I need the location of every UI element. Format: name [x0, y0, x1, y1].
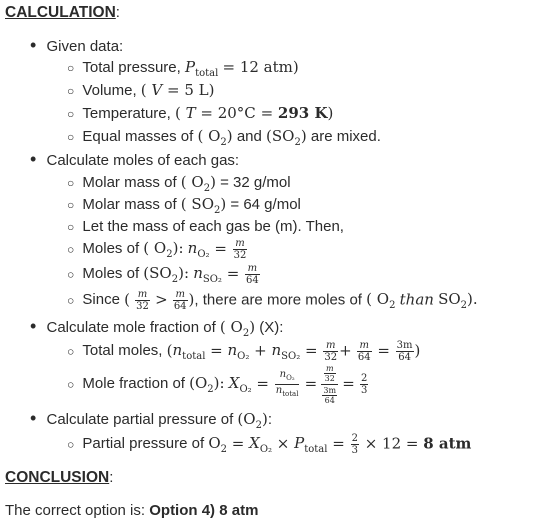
mixed-text: are mixed.: [310, 128, 381, 145]
equals-sign: =: [342, 374, 355, 393]
paren-close: ): [414, 341, 421, 360]
n-total-symbol: $n_{total}$: [172, 341, 206, 363]
equals-sign: =: [372, 341, 395, 360]
moles-so2-label: Moles of: [82, 265, 140, 283]
paren-open: (: [174, 104, 186, 122]
equal-masses-item: [67, 127, 381, 148]
given-data-item: [30, 36, 123, 55]
molar-mass-so2-label: Molar mass of: [82, 196, 177, 213]
o2-formula: $O_2$: [208, 434, 228, 456]
volume-symbol: V: [151, 81, 163, 99]
equals-sign: =: [300, 341, 323, 360]
equals-sign: =: [205, 341, 228, 360]
heading-colon: :: [267, 411, 272, 428]
since-label: Since: [82, 291, 120, 309]
x-o2-symbol: $X_{O_2}$: [228, 374, 252, 396]
o2-formula: ( $O_2$): [180, 173, 216, 194]
mass-sentence: Let the mass of each gas be (m). Then,: [82, 218, 344, 235]
equals-sign: =: [221, 264, 245, 283]
equals-sign: =: [195, 104, 218, 122]
since-item: [67, 289, 478, 312]
molar-mass-o2-label: Molar mass of: [82, 174, 177, 191]
temperature-symbol: T: [185, 104, 196, 122]
o2-formula: $(O_2)$:: [189, 374, 225, 396]
n-o2-symbol: $n_{O_2}$: [187, 239, 210, 261]
times-sign: ×: [359, 434, 383, 453]
circle-bullet-icon: ○: [67, 344, 75, 359]
partial-pressure-result: 8 atm: [423, 434, 472, 453]
moles-item: [30, 150, 239, 169]
bullet-icon: •: [30, 149, 37, 169]
o2-formula: ( $O_2$): [197, 127, 233, 148]
circle-bullet-icon: ○: [67, 84, 75, 98]
plus-sign: +: [339, 341, 352, 360]
mole-fraction-heading: Calculate mole fraction of: [46, 319, 216, 336]
m-over-64-fraction: $\frac{m}{64}$: [357, 340, 371, 363]
equals-sign: =: [401, 434, 424, 453]
paren-close: ): [208, 81, 215, 99]
equals-sign: =: [251, 374, 274, 393]
total-moles-label: Total moles,: [82, 342, 163, 360]
m-over-32-fraction: $\frac{m}{32}$: [324, 340, 338, 363]
so2-formula: $(SO_2)$:: [143, 264, 190, 286]
n-o2-over-n-total-fraction: $\frac{n_{O_2}}{n_{total}}$: [275, 369, 299, 398]
greater-than-sign: >: [155, 290, 168, 309]
given-data-heading: Given data:: [46, 38, 124, 55]
and-text: and: [236, 128, 262, 145]
circle-bullet-icon: ○: [67, 107, 75, 121]
circle-bullet-icon: ○: [67, 242, 75, 257]
o2-formula: $(O_2)$: [237, 410, 268, 431]
n-so2-symbol: $n_{SO_2}$: [193, 264, 222, 286]
partial-pressure-heading: Calculate partial pressure of: [46, 411, 234, 428]
molar-mass-o2-item: [67, 173, 291, 194]
x-o2-symbol: $X_{O_2}$: [249, 434, 273, 456]
calculation-heading: CALCULATION: [5, 4, 116, 21]
bullet-icon: •: [30, 408, 37, 428]
moles-heading: Calculate moles of each gas:: [46, 152, 240, 169]
circle-bullet-icon: ○: [67, 198, 75, 212]
molar-mass-so2-item: [67, 195, 301, 216]
compound-fraction: $\frac{\frac{m}{32}}{\frac{3m}{64}}$: [323, 364, 337, 405]
so2-formula: $SO_2$).: [438, 290, 478, 312]
m-over-64-fraction: $\frac{m}{64}$: [246, 263, 259, 286]
paren-open: (: [124, 290, 130, 309]
two-thirds-fraction: $\frac{2}{3}$: [361, 373, 368, 396]
two-thirds-fraction: $\frac{2}{3}$: [351, 433, 358, 456]
o2-formula: ( $O_2$):: [143, 239, 184, 261]
circle-bullet-icon: ○: [67, 437, 75, 452]
plus-sign: +: [249, 341, 272, 360]
circle-bullet-icon: ○: [67, 377, 75, 392]
bullet-icon: •: [30, 35, 37, 55]
circle-bullet-icon: ○: [67, 176, 75, 190]
than-word: than: [399, 290, 434, 309]
temperature-item: [67, 104, 333, 122]
so2-formula: ( $SO_2$): [180, 195, 227, 216]
header-colon: :: [115, 4, 120, 21]
temperature-celsius: 20°C: [217, 104, 256, 122]
so2-formula: $(SO_2)$: [266, 127, 307, 148]
total-moles-item: [67, 340, 420, 363]
equals-sign: =: [327, 434, 350, 453]
x-label: (X):: [259, 319, 284, 336]
total-pressure-value: 12 atm: [239, 58, 293, 76]
more-moles-text: , there are more moles of: [194, 291, 362, 309]
correct-option: Option 4) 8 atm: [149, 502, 259, 519]
times-sign: ×: [272, 434, 295, 453]
paren-open: (: [140, 81, 152, 99]
bullet-icon: •: [30, 316, 37, 336]
paren-close: ): [327, 104, 334, 122]
circle-bullet-icon: ○: [67, 61, 75, 75]
total-pressure-item: [67, 58, 299, 79]
3m-over-64-fraction: $\frac{3m}{64}$: [396, 340, 413, 363]
molar-mass-so2-value: = 64 g/mol: [230, 196, 301, 213]
moles-o2-item: [67, 238, 248, 261]
mole-fraction-o2-item: [67, 364, 369, 405]
circle-bullet-icon: ○: [67, 220, 75, 234]
m-over-64-fraction: $\frac{m}{64}$: [173, 289, 187, 312]
conclusion-header: [5, 469, 113, 487]
moles-o2-label: Moles of: [82, 240, 140, 258]
volume-item: [67, 81, 215, 99]
partial-pressure-line: [67, 433, 471, 456]
p-total-number: 12: [382, 434, 402, 453]
o2-formula: ( $O_2$): [219, 318, 256, 339]
volume-label: Volume,: [82, 82, 137, 99]
mole-fraction-label: Mole fraction of: [82, 375, 185, 393]
p-total-symbol: $P_{total}$: [184, 58, 219, 79]
circle-bullet-icon: ○: [67, 267, 75, 282]
partial-pressure-label: Partial pressure of: [82, 435, 205, 453]
moles-so2-item: [67, 263, 261, 286]
paren-open: (: [166, 341, 173, 360]
equals-sign: =: [162, 81, 185, 99]
paren-close: ): [292, 58, 299, 76]
n-o2-symbol: $n_{O_2}$: [227, 341, 250, 363]
paren-close: ): [188, 290, 195, 309]
molar-mass-o2-value: = 32 g/mol: [220, 174, 291, 191]
conclusion-heading: CONCLUSION: [5, 469, 110, 486]
equals-sign: =: [255, 104, 278, 122]
total-pressure-label: Total pressure,: [82, 59, 181, 76]
header-colon: :: [109, 469, 114, 486]
o2-formula: ( $O_2$: [366, 290, 396, 312]
equals-sign: =: [227, 434, 250, 453]
mole-fraction-item: [30, 317, 283, 339]
p-total-symbol: $P_{total}$: [294, 434, 328, 456]
equal-masses-text: Equal masses of: [82, 128, 194, 145]
partial-pressure-item: [30, 409, 272, 431]
n-so2-symbol: $n_{SO_2}$: [271, 341, 301, 363]
volume-value: 5 L: [184, 81, 209, 99]
conclusion-line: [5, 502, 258, 519]
m-over-32-fraction: $\frac{m}{32}$: [233, 238, 247, 261]
equals-sign: =: [222, 58, 240, 76]
equals-sign: =: [209, 239, 232, 258]
circle-bullet-icon: ○: [67, 293, 75, 308]
calculation-header: [5, 4, 120, 22]
equals-sign: =: [304, 374, 318, 393]
temperature-kelvin: 293 K: [277, 104, 328, 122]
m-over-32-fraction: $\frac{m}{32}$: [136, 289, 149, 312]
temperature-label: Temperature,: [82, 105, 171, 122]
mass-sentence-item: [67, 218, 344, 235]
conclusion-text: The correct option is:: [5, 502, 146, 519]
circle-bullet-icon: ○: [67, 130, 75, 144]
